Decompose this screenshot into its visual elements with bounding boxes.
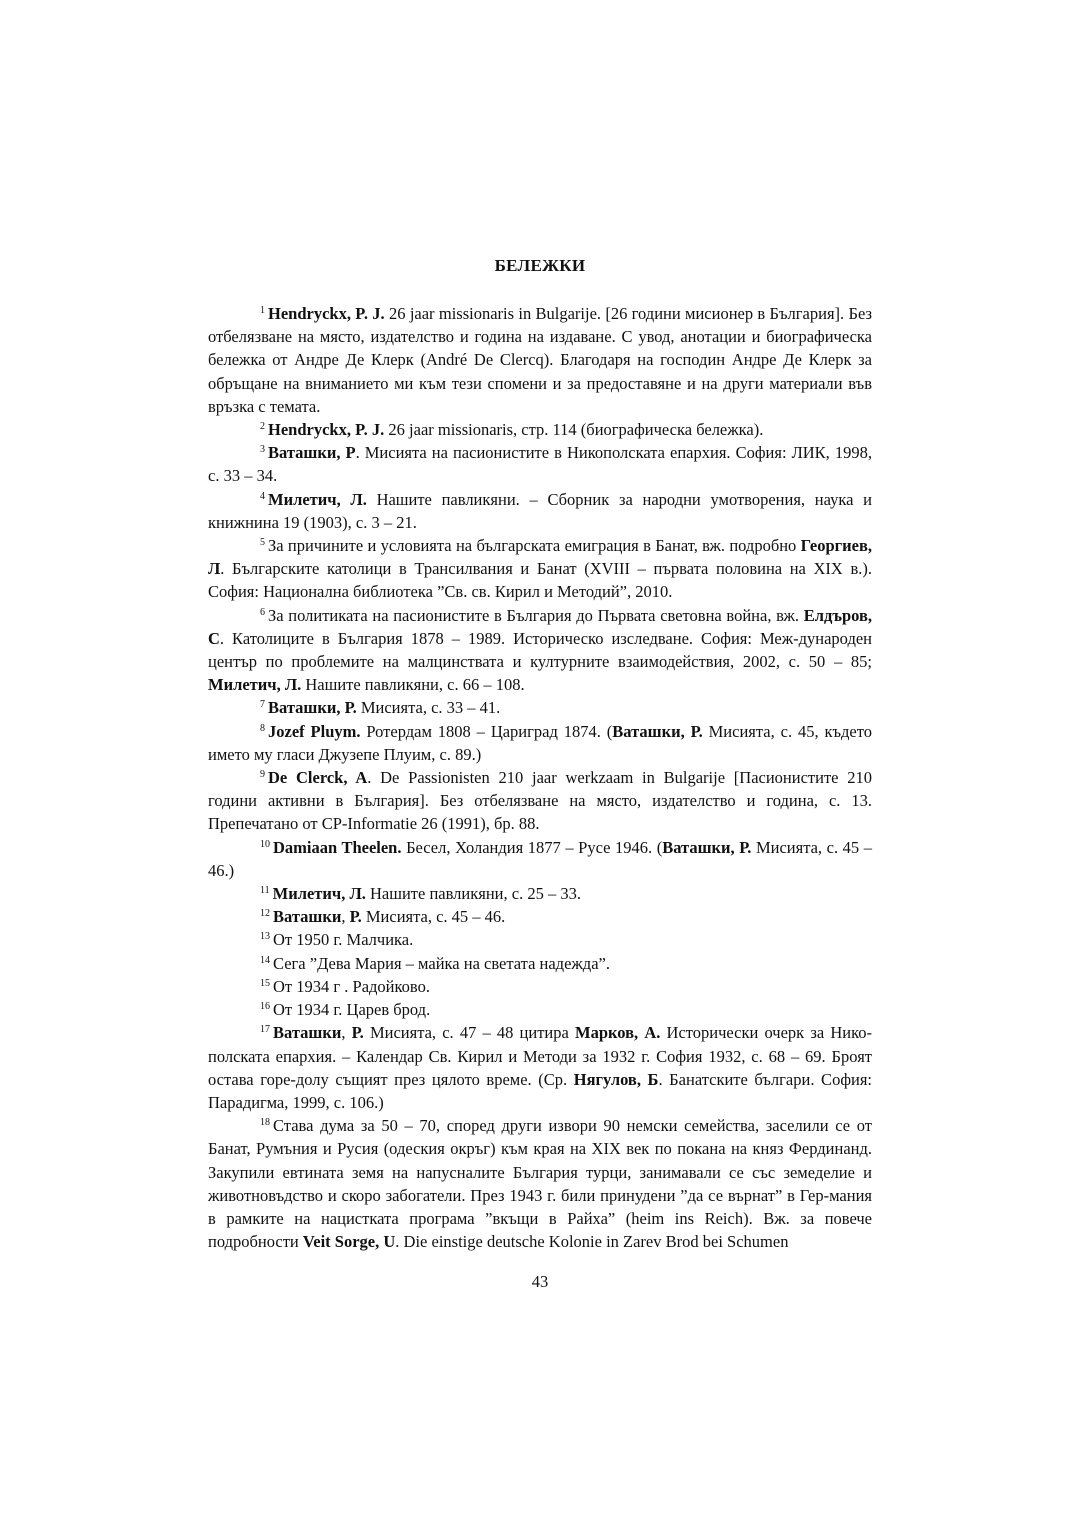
footnote-number: 8 <box>260 722 265 734</box>
footnote-author: Милетич, Л. <box>208 675 302 695</box>
footnote-text: . Католиците в България 1878 – 1989. Историческо изследване. София: Меж-дународен център по проблемите на малцинствата и културните взаимодействия, 2002, с. 50 – 85; <box>208 628 872 672</box>
footnote <box>208 534 872 604</box>
footnote-text: Мисията, с. 45 – 46.) <box>208 837 872 880</box>
footnote-text: Сега ”Дева Мария – майка на светата надежда”. <box>273 953 610 973</box>
footnote-text: Нашите павликяни, с. 25 – 33. <box>365 884 581 904</box>
footnote-text: От 1934 г . Радойково. <box>273 976 430 996</box>
footnote-author: Ваташки <box>273 1023 342 1043</box>
footnote-number: 17 <box>260 1024 270 1036</box>
footnote-text: Мисията, с. 47 – 48 цитира <box>363 1023 575 1043</box>
footnote-number: 1 <box>260 305 265 316</box>
footnote-text: 26 jaar missionaris, стр. 114 (биографическа бележка). <box>384 420 764 440</box>
footnote <box>208 905 872 928</box>
footnote-text: . De Passionisten 210 jaar werkzaam in Bulgarije [Пасионистите 210 години активни в България]. Без отбелязване на място, издателство и година, с. 13. Препечатано от CP-Informatie 26 (1991), бр. 88. <box>208 768 873 834</box>
footnote-author: Р. <box>349 907 362 927</box>
footnote <box>208 928 872 951</box>
footnote-number: 13 <box>260 931 270 943</box>
footnote-author: Елдъров, С <box>208 605 872 648</box>
footnote-author: Veit Sorge, U <box>302 1232 396 1252</box>
footnote-number: 14 <box>260 954 270 966</box>
footnote-text: За политиката на пасионистите в България до Първата световна война, вж. <box>268 605 804 625</box>
footnote-text: , <box>341 907 350 927</box>
footnote-author: Damiaan Theelen. <box>273 837 402 857</box>
footnote-author: De Clerck, A <box>268 768 368 788</box>
footnote <box>208 418 872 441</box>
footnote <box>208 302 872 418</box>
footnote <box>208 975 872 998</box>
footnote-text: . Българските католици в Трансилвания и Банат (XVIII – първата половина на XIX в.). София: Национална библиотека ”Св. св. Кирил и Методий”, 2010. <box>208 559 872 602</box>
footnote-author: Jozef Pluym. <box>268 721 361 741</box>
footnote-number: 7 <box>260 699 265 711</box>
footnote <box>208 604 872 697</box>
footnote <box>208 836 872 882</box>
footnote-number: 12 <box>260 908 270 920</box>
footnote-text: Ротердам 1808 – Цариград 1874. ( <box>360 721 613 741</box>
footnote-author: Милетич, Л. <box>272 884 366 904</box>
footnote-author: Hendryckx, P. J. <box>268 304 385 323</box>
footnote-number: 15 <box>260 977 270 989</box>
footnote-author: Нягулов, Б <box>573 1069 659 1089</box>
footnote-author: Георгиев, Л <box>208 536 872 579</box>
footnote <box>208 952 872 975</box>
footnote-text: Мисията, с. 45 – 46. <box>361 907 506 927</box>
footnote-text: Мисията, с. 45, където името му гласи Джузепе Плуим, с. 89.) <box>208 721 872 764</box>
footnote-text: От 1934 г. Царев брод. <box>273 1000 431 1020</box>
footnote-author: Ваташки, Р. <box>662 837 752 857</box>
footnote-author: Милетич, Л. <box>268 489 367 509</box>
footnote <box>208 766 872 836</box>
footnote-text: За причините и условията на българската емиграция в Банат, вж. подробно <box>268 536 801 556</box>
footnote-text: 26 jaar missionaris in Bulgarije. [26 години мисионер в България]. Без отбелязване на място, издателство и година на издаване. С увод, анотации и биографическа бележка от Андре Де Клерк (André De Clercq). Благодаря на господин Андре Де Клерк за обръщане на вниманието ми към тези спомени и за предоставяне и на други материали във връзка с темата. <box>208 304 872 416</box>
footnote-author: Ваташки, Р. <box>612 721 703 741</box>
footnote <box>208 441 872 487</box>
footnote <box>208 1114 872 1253</box>
footnote-text: . Банатските българи. София: Парадигма, 1999, с. 106.) <box>208 1069 873 1112</box>
footnote-number: 10 <box>260 838 270 850</box>
footnote-number: 4 <box>260 490 265 502</box>
page-number: 43 <box>531 1272 549 1291</box>
footnote-text: Мисията, с. 33 – 41. <box>356 698 501 718</box>
footnote-text: От 1950 г. Малчика. <box>273 930 414 950</box>
footnote-number: 11 <box>260 885 270 897</box>
footnote-text: . Die einstige deutsche Kolonie in Zarev Brod bei Schumen <box>395 1232 789 1252</box>
footnote-number: 3 <box>260 444 265 456</box>
footnote <box>208 696 872 719</box>
footnote-text: , <box>341 1023 352 1043</box>
footnote <box>208 1021 872 1114</box>
footnote-author: Марков, А. <box>575 1023 661 1043</box>
footnote-author: Ваташки, Р. <box>268 698 357 718</box>
footnote-number: 6 <box>260 606 265 618</box>
footnote-number: 9 <box>260 769 265 781</box>
footnote-number: 16 <box>260 1001 270 1013</box>
footnote-text: Става дума за 50 – 70, според други извори 90 немски семейства, заселили се от Банат, Румъния и Русия (одеския окръг) към края на XIX век по покана на княз Фердинанд. Закупили евтината земя на напусналите България турци, занимавали се със земеделие и животновъдство и скоро забогатели. През 1943 г. били принудени ”да се върнат” в Гер-мания в рамките на нацистката програма ”вкъщи в Райха” (heim ins Reich). Вж. за повече подробности <box>208 1116 872 1252</box>
page-title: БЕЛЕЖКИ <box>494 256 586 275</box>
footnote-text: Нашите павликяни, с. 66 – 108. <box>301 675 525 695</box>
footnote-author: Ваташки, Р <box>268 443 356 463</box>
footnote-number: 5 <box>260 537 265 549</box>
footnote-text: Нашите павликяни. – Сборник за народни умотворения, наука и книжнина 19 (1903), с. 3 – 21. <box>208 489 872 532</box>
footnote-text: Бесел, Холандия 1877 – Русе 1946. ( <box>401 837 663 857</box>
footnote <box>208 488 872 534</box>
footnote-author: Hendryckx, P. J. <box>268 420 385 440</box>
footnote-author: Ваташки <box>273 907 342 927</box>
footnote-text: Исторически очерк за Нико-полската епархия. – Календар Св. Кирил и Методи за 1932 г. София 1932, с. 68 – 69. Броят остава горе-долу същият през цялото време. (Ср. <box>208 1023 873 1089</box>
footnotes-list <box>208 302 872 1253</box>
footnote <box>208 998 872 1021</box>
footnote <box>208 720 872 766</box>
footnote <box>208 882 872 905</box>
footnote-number: 18 <box>260 1117 270 1129</box>
footnote-number: 2 <box>260 421 265 433</box>
footnote-author: Р. <box>351 1023 364 1043</box>
footnote-text: . Мисията на пасионистите в Никополската епархия. София: ЛИК, 1998, с. 33 – 34. <box>208 443 872 486</box>
